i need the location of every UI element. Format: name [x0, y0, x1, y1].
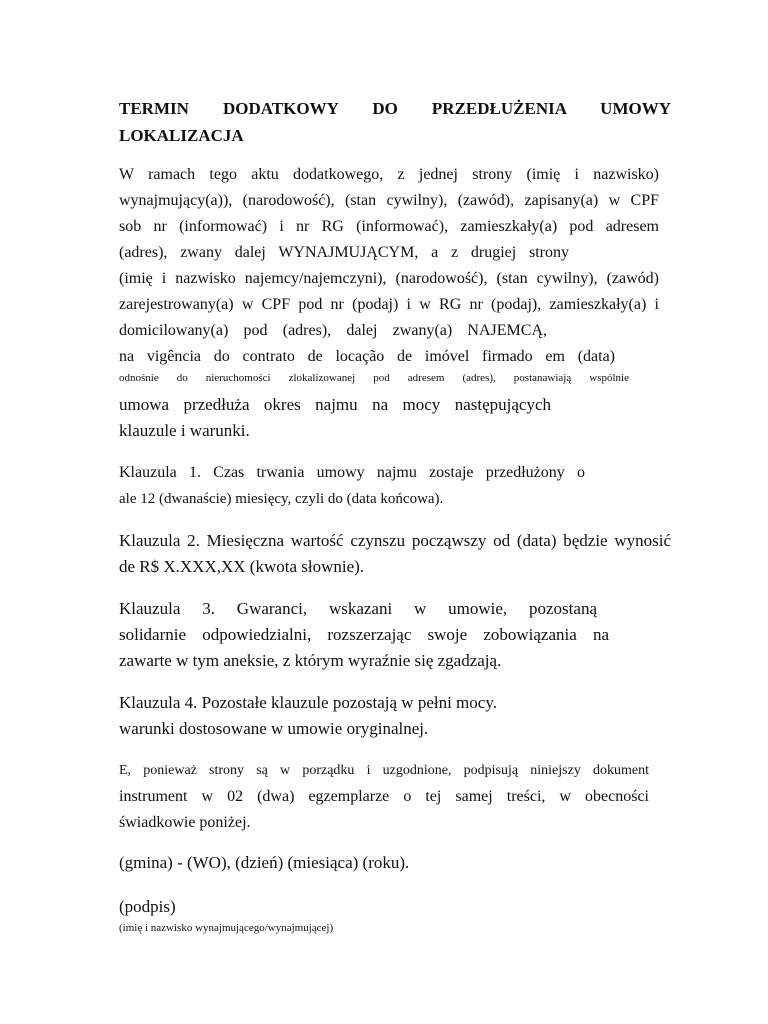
closing-paragraph — [119, 758, 649, 836]
closing-line: instrument w 02 (dwa) egzemplarze o tej samej treści, w obecności — [119, 788, 649, 805]
clause-1 — [119, 460, 671, 512]
clause-3-line: solidarnie odpowiedzialni, rozszerzając swoje zobowiązania na — [119, 625, 609, 644]
intro-line: wynajmujący(a)), (narodowość), (stan cywilny), (zawód), zapisany(a) w CPF — [119, 192, 659, 209]
clause-2-line: Klauzula 2. Miesięczna wartość czynszu począwszy od (data) będzie wynosić — [119, 531, 671, 550]
title-line: TERMIN DODATKOWY DO PRZEDŁUŻENIA UMOWY — [119, 99, 671, 118]
intro-line: sob nr (informować) i nr RG (informować), zamieszkały(a) pod adresem — [119, 218, 659, 235]
agreement-paragraph — [119, 392, 551, 444]
property-line — [119, 370, 629, 386]
title-line: LOKALIZACJA — [119, 126, 244, 145]
agreement-line: umowa przedłuża okres najmu na mocy następujących — [119, 395, 551, 414]
closing-line: E, ponieważ strony są w porządku i uzgodnione, podpisują niniejszy dokument — [119, 763, 649, 778]
intro-line: zarejestrowany(a) w CPF pod nr (podaj) i w RG nr (podaj), zamieszkały(a) i — [119, 296, 659, 313]
closing-line: świadkowie poniżej. — [119, 814, 251, 831]
clause-3 — [119, 596, 609, 674]
signature-caption: (imię i nazwisko wynajmującego/wynajmującej) — [119, 922, 334, 934]
intro-line: domicilowany(a) pod (adres), dalej zwany(a) NAJEMCĄ, — [119, 322, 547, 339]
intro-line: (adres), zwany dalej WYNAJMUJĄCYM, a z drugiej strony — [119, 244, 569, 261]
clause-1-line: ale 12 (dwanaście) miesięcy, czyli do (data końcowa). — [119, 491, 444, 507]
intro-line: (imię i nazwisko najemcy/najemczyni), (narodowość), (stan cywilny), (zawód) — [119, 270, 659, 287]
clause-3-line: zawarte w tym aneksie, z którym wyraźnie się zgadzają. — [119, 651, 502, 670]
signature-block — [119, 894, 671, 936]
document-body — [119, 95, 671, 936]
clause-3-line: Klauzula 3. Gwaranci, wskazani w umowie, pozostaną — [119, 599, 597, 618]
clause-2-line: de R$ X.XXX,XX (kwota słownie). — [119, 557, 365, 576]
clause-2 — [119, 528, 671, 580]
clause-1-line: Klauzula 1. Czas trwania umowy najmu zostaje przedłużony o — [119, 464, 585, 481]
agreement-line: klauzule i warunki. — [119, 421, 250, 440]
intro-line: W ramach tego aktu dodatkowego, z jednej strony (imię i nazwisko) — [119, 166, 659, 183]
place-date — [119, 850, 671, 876]
clause-4-line: warunki dostosowane w umowie oryginalnej. — [119, 719, 429, 738]
property-text: odnośnie do nieruchomości zlokalizowanej pod adresem (adres), postanawiają wspólnie — [119, 372, 629, 384]
intro-line: na vigência do contrato de locação de imóvel firmado em (data) — [119, 348, 615, 365]
document-title — [119, 95, 671, 149]
clause-4-line: Klauzula 4. Pozostałe klauzule pozostają w pełni mocy. — [119, 693, 497, 712]
signature-placeholder: (podpis) — [119, 897, 176, 916]
intro-paragraph — [119, 162, 659, 370]
place-date-text: (gmina) - (WO), (dzień) (miesiąca) (roku). — [119, 853, 410, 872]
clause-4 — [119, 690, 671, 742]
